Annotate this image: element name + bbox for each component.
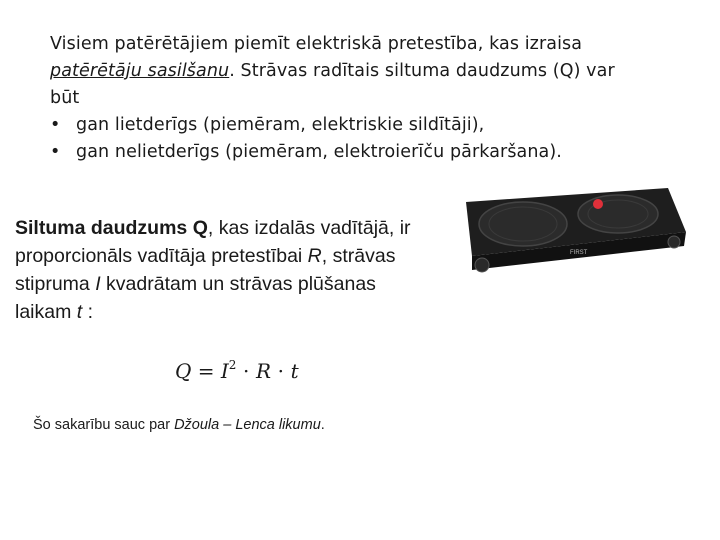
left-knob xyxy=(475,258,489,272)
intro-line-3: būt xyxy=(50,88,80,108)
law-note: Šo sakarību sauc par Džoula – Lenca likumu. xyxy=(33,417,325,433)
intro-line-2: patērētāju sasilšanu. Strāvas radītais siltuma daudzums (Q) var xyxy=(50,61,615,81)
electric-stove-image xyxy=(448,180,688,280)
intro-line-1: Visiem patērētājiem piemīt elektriskā pretestība, kas izraisa xyxy=(50,34,583,54)
stove-brand-label: FIRST xyxy=(570,250,588,256)
definition-term: Siltuma daudzums Q xyxy=(15,217,208,239)
intro-paragraph xyxy=(50,31,690,166)
heating-link[interactable]: patērētāju sasilšanu xyxy=(50,61,230,81)
joule-lenz-formula: $Q = I^2 \cdot R \cdot t$ xyxy=(175,358,299,383)
definition-text: Siltuma daudzums Q, kas izdalās vadītājā, ir proporcionāls vadītāja pretestībai R, strāvas stipruma I kvadrātam un strāvas plūšanas laikam t : xyxy=(15,217,411,323)
power-indicator xyxy=(593,199,603,209)
left-hotplate xyxy=(479,202,567,246)
right-knob xyxy=(668,236,680,248)
bullet-item-useful: • gan lietderīgs (piemēram, elektriskie sildītāji), xyxy=(50,112,690,139)
bullet-item-harmful: • gan nelietderīgs (piemēram, elektroierīču pārkaršana). xyxy=(50,139,690,166)
law-name: Džoula – Lenca likumu xyxy=(174,417,321,433)
bullet-icon: • xyxy=(50,115,61,135)
right-hotplate xyxy=(578,195,658,233)
bullet-icon: • xyxy=(50,142,61,162)
